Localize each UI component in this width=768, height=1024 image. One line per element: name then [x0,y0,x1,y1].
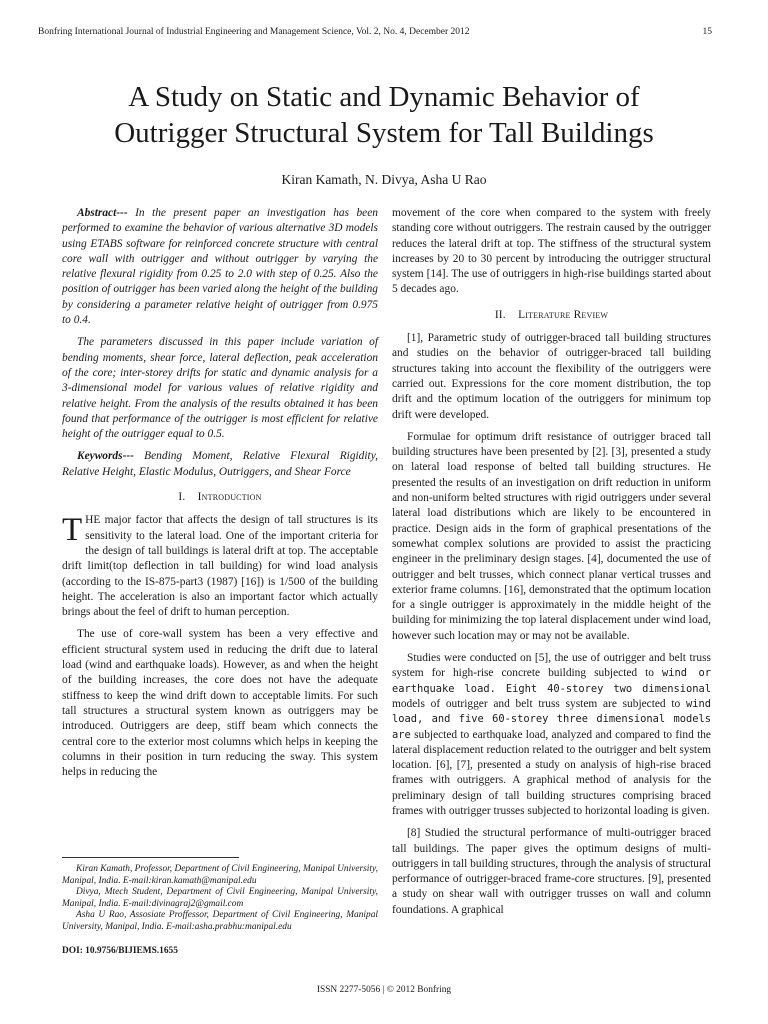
page-number: 15 [702,27,712,37]
section-heading-introduction [62,490,378,505]
abstract-label: Abstract--- [77,207,128,219]
keywords-text: Bending Moment, Relative Flexural Rigidity, Relative Height, Elastic Modulus, Outriggers, and Shear Force [62,450,378,478]
doi: DOI: 10.9756/BIJIEMS.1655 [62,946,178,956]
intro-paragraph-1 [62,513,378,620]
lit-paragraph-3-part-c: subjected to earthquake load, analyzed and compared to find the lateral displacement reduction related to the outrigger and belt system location. [6], [7], presented a study on analysis of high-rise braced frames with outriggers. A graphical method of analysis for the preliminary design of tall building structures comprising braced frames with outrigger trusses subjected to horizontal loading is given. [392,728,711,817]
section-title: Literature Review [518,308,609,321]
footnote-2: Divya, Mtech Student, Department of Civil Engineering, Manipal University, Manipal, India. E-mail:divinagraj2@gmail.com [62,887,378,909]
lit-paragraph-3-mono-1: wind or earthquake load. Eight 40-storey two dimensional [392,667,712,695]
intro-paragraph-1-text: HE major factor that affects the design of tall structures is its sensitivity to the lateral load. One of the important criteria for the design of tall buildings is lateral drift at top. The acceptable drift limit(top deflection in tall building) for wind load analysis (according to the IS-875-part3 (1987) [16]) is 1/500 of the building height. The acceleration is also an important factor which actually brings about the feel of drift to human perception. [62,514,378,619]
lit-paragraph-1: [1], Parametric study of outrigger-braced tall building structures and studies on the behavior of outrigger-braced tall building structures taking into account the flexibility of the outriggers were carried out. Expressions for the core moment distribution, the top drift and the optimum location of the outriggers for minimum top drift were developed. [392,332,711,421]
running-header [38,27,712,37]
keywords [62,449,378,480]
section-title: Introduction [197,491,262,504]
intro-paragraph-2: The use of core-wall system has been a very effective and efficient structural system used in reducing the drift due to lateral load (wind and earthquake loads). However, as and when the height of the building increases, the core does not have the adequate stiffness to keep the wind drift down to acceptable limits. For such tall structures a structural system known as outriggers may be introduced. Outriggers are deep, stiff beam which connects the central core to the exterior most columns which helps in keeping the columns in their position in turn reducing the sway. This system helps in reducing the [62,628,378,779]
lit-paragraph-3 [392,651,711,819]
page-footer: ISSN 2277-5056 | © 2012 Bonfring [316,985,452,995]
right-column [392,206,711,925]
section-number: I. [178,491,186,504]
title-line-2: Outrigger Structural System for Tall Buildings [114,117,654,149]
footnotes [62,864,378,934]
lit-paragraph-3-mono-2: wind load, and five 60-storey three dimensional models are [392,697,711,741]
journal-name: Bonfring International Journal of Industrial Engineering and Management Science, Vol. 2, No. 4, December 2012 [38,27,470,37]
title-line-1: A Study on Static and Dynamic Behavior of [128,81,640,113]
lit-paragraph-3-part-a: Studies were conducted on [5], the use of outrigger and belt truss system for high-rise concrete building subjected to [392,652,711,680]
left-column [62,206,378,787]
abstract-text: In the present paper an investigation has been performed to examine the behavior of various alternative 3D models using ETABS software for reinforced concrete structure with central core wall with outrigger and without outrigger by varying the relative flexural rigidity from 0.25 to 2.0 with step of 0.25. Also the position of outrigger has been varied along the height of the building by considering a parameter relative height of outrigger from 0.975 to 0.4. [62,207,378,327]
footnote-1: Kiran Kamath, Professor, Department of Civil Engineering, Manipal University, Manipal, India. E-mail:kiran.kamath@manipal.edu [62,864,378,886]
abstract [62,206,378,328]
section-number: II. [494,308,506,321]
author-list: Kiran Kamath, N. Divya, Asha U Rao [281,172,487,187]
lit-paragraph-2: Formulae for optimum drift resistance of outrigger braced tall building structures have been presented by [2]. [3], presented a study on lateral load response of belted tall building structures. He presented the results of an investigation on drift reduction in uniform and non-uniform belted structures with rigid outriggers under several lateral load distributions which are likely to be encountered in practice. Design aids in the form of graphical presentations of the somewhat complex solutions are provided to assist the practicing engineer in the preliminary design stages. [4], documented the use of outrigger and belt trusses, which connect planar vertical trusses and exterior frame columns. [16], demonstrated that the optimum location for a single outrigger is approximately in the middle height of the building for minimizing the top lateral displacement under wind load, however such location may or may not be available. [392,430,711,642]
lit-paragraph-3-part-b: models of outrigger and belt truss system are subjected to [392,697,686,710]
paper-title [40,79,728,151]
section-heading-literature-review [392,308,711,323]
intro-continuation: movement of the core when compared to the system with freely standing core without outriggers. The restrain caused by the outrigger reduces the lateral drift at top. The stiffness of the structural system increases by 20 to 30 percent by introducing the outrigger structural system [14]. The use of outriggers in high-rise buildings started about 5 decades ago. [392,207,711,296]
footnote-3: Asha U Rao, Assosiate Proffessor, Department of Civil Engineering, Manipal University, Manipal, India. E-mail:asha.prabhu:manipal.edu [62,910,378,932]
abstract-paragraph-2: The parameters discussed in this paper include variation of bending moments, shear force, lateral deflection, peak acceleration of the core; inter-storey drifts for static and dynamic analysis for a 3-dimensional model for various values of relative rigidity and relative height. From the analysis of the results obtained it has been found that performance of the outrigger is most efficient for relative height of the outrigger equal to 0.5. [62,336,378,441]
keywords-label: Keywords--- [77,450,134,463]
footnote-rule [62,857,239,858]
drop-cap: T [62,512,83,549]
lit-paragraph-4: [8] Studied the structural performance of multi-outrigger braced tall buildings. The paper gives the optimum designs of multi-outriggers in tall building structures, through the analysis of structural performance of outrigger-braced frame-core structures. [9], presented a study on shear wall with outrigger trusses on wall and column foundations. A graphical [392,827,711,916]
